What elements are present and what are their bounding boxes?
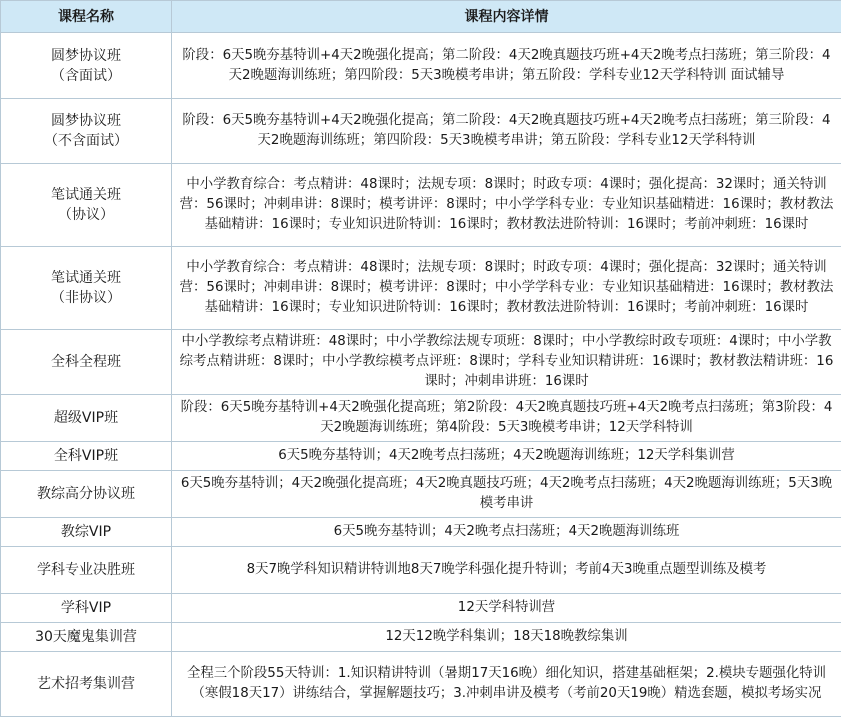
table-row	[1, 99, 841, 164]
course-name-cell	[1, 33, 172, 99]
course-detail: 中小学教综考点精讲班：48课时；中小学教综法规专项班：8课时；中小学教综时政专项班：4课时；中小学教综考点精讲班：8课时；中小学教综模考点评班：8课时；学科专业知识精讲班：16课时；教材教法精讲班：16课时；冲刺串讲班：16课时	[172, 330, 841, 395]
course-name: 30天魔鬼集训营	[35, 629, 137, 645]
course-name-sub: （不含面试）	[44, 133, 128, 149]
table-row	[1, 547, 841, 594]
course-detail: 阶段：6天5晚夯基特训+4天2晚强化提高；第二阶段：4天2晚真题技巧班+4天2晚考点扫荡班；第三阶段：4天2晚题海训练班；第四阶段：5天3晚模考串讲；第五阶段：学科专业12天学科特训 面试辅导	[172, 33, 841, 99]
course-detail: 12天学科特训营	[172, 594, 841, 623]
course-detail: 6天5晚夯基特训；4天2晚考点扫荡班；4天2晚题海训练班；12天学科集训营	[172, 442, 841, 471]
course-name: 全科全程班	[51, 354, 121, 370]
table-row	[1, 33, 841, 99]
course-name: 教综高分协议班	[37, 486, 135, 502]
course-detail: 中小学教育综合：考点精讲：48课时；法规专项：8课时；时政专项：4课时；强化提高：32课时；通关特训营：56课时；冲刺串讲：8课时；模考讲评：8课时；中小学学科专业：专业知识基础精进：16课时；教材教法基础精讲：16课时；专业知识进阶特训：16课时；教材教法进阶特训：16课时；考前冲刺班：16课时	[172, 247, 841, 330]
course-detail: 阶段：6天5晚夯基特训+4天2晚强化提高班；第2阶段：4天2晚真题技巧班+4天2晚考点扫荡班；第3阶段：4天2晚题海训练班；第4阶段：5天3晚模考串讲；12天学科特训	[172, 395, 841, 442]
course-name-sub: （协议）	[58, 207, 114, 223]
table-row	[1, 442, 841, 471]
course-detail: 6天5晚夯基特训；4天2晚强化提高班；4天2晚真题技巧班；4天2晚考点扫荡班；4天2晚题海训练班；5天3晚模考串讲	[172, 471, 841, 518]
course-name: 学科专业决胜班	[37, 562, 135, 578]
header-course-detail: 课程内容详情	[172, 1, 841, 33]
course-name: 笔试通关班	[51, 270, 121, 286]
table-row	[1, 652, 841, 717]
course-detail: 阶段：6天5晚夯基特训+4天2晚强化提高；第二阶段：4天2晚真题技巧班+4天2晚考点扫荡班；第三阶段：4天2晚题海训练班；第四阶段：5天3晚模考串讲；第五阶段：学科专业12天学科特训	[172, 99, 841, 164]
table-row	[1, 518, 841, 547]
course-name-cell	[1, 652, 172, 717]
course-name-cell	[1, 99, 172, 164]
course-name-cell	[1, 330, 172, 395]
course-detail: 12天12晚学科集训；18天18晚教综集训	[172, 623, 841, 652]
table-row	[1, 471, 841, 518]
course-name-cell	[1, 442, 172, 471]
course-name: 艺术招考集训营	[37, 676, 135, 692]
header-row	[1, 1, 841, 33]
course-detail: 全程三个阶段55天特训：1.知识精讲特训（暑期17天16晚）细化知识，搭建基础框架；2.模块专题强化特训（寒假18天17）讲练结合，掌握解题技巧；3.冲刺串讲及模考（考前20天19晚）精选套题，模拟考场实况	[172, 652, 841, 717]
course-detail: 中小学教育综合：考点精讲：48课时；法规专项：8课时；时政专项：4课时；强化提高：32课时；通关特训营：56课时；冲刺串讲：8课时；模考讲评：8课时；中小学学科专业：专业知识基础精进：16课时；教材教法基础精讲：16课时；专业知识进阶特训：16课时；教材教法进阶特训：16课时；考前冲刺班：16课时	[172, 164, 841, 247]
course-name: 圆梦协议班	[51, 113, 121, 129]
course-name-cell	[1, 623, 172, 652]
course-name-sub: （非协议）	[51, 290, 121, 306]
table-row	[1, 395, 841, 442]
course-name-cell	[1, 518, 172, 547]
course-name-sub: （含面试）	[51, 67, 121, 84]
table-row	[1, 330, 841, 395]
course-detail: 8天7晚学科知识精讲特训地8天7晚学科强化提升特训；考前4天3晚重点题型训练及模考	[172, 547, 841, 594]
course-name: 超级VIP班	[53, 410, 119, 426]
course-name-cell	[1, 247, 172, 330]
course-name: 圆梦协议班	[51, 47, 121, 64]
header-course-name: 课程名称	[1, 1, 172, 33]
course-name-cell	[1, 395, 172, 442]
table-row	[1, 247, 841, 330]
course-name: 笔试通关班	[51, 187, 121, 203]
course-name-cell	[1, 594, 172, 623]
table-row	[1, 594, 841, 623]
course-name-cell	[1, 164, 172, 247]
table-row	[1, 164, 841, 247]
table-body	[1, 33, 841, 717]
table-row	[1, 623, 841, 652]
course-name: 全科VIP班	[53, 448, 119, 464]
course-detail: 6天5晚夯基特训；4天2晚考点扫荡班；4天2晚题海训练班	[172, 518, 841, 547]
course-name: 教综VIP	[60, 524, 112, 540]
course-name-cell	[1, 471, 172, 518]
course-name: 学科VIP	[60, 600, 112, 616]
course-name-cell	[1, 547, 172, 594]
